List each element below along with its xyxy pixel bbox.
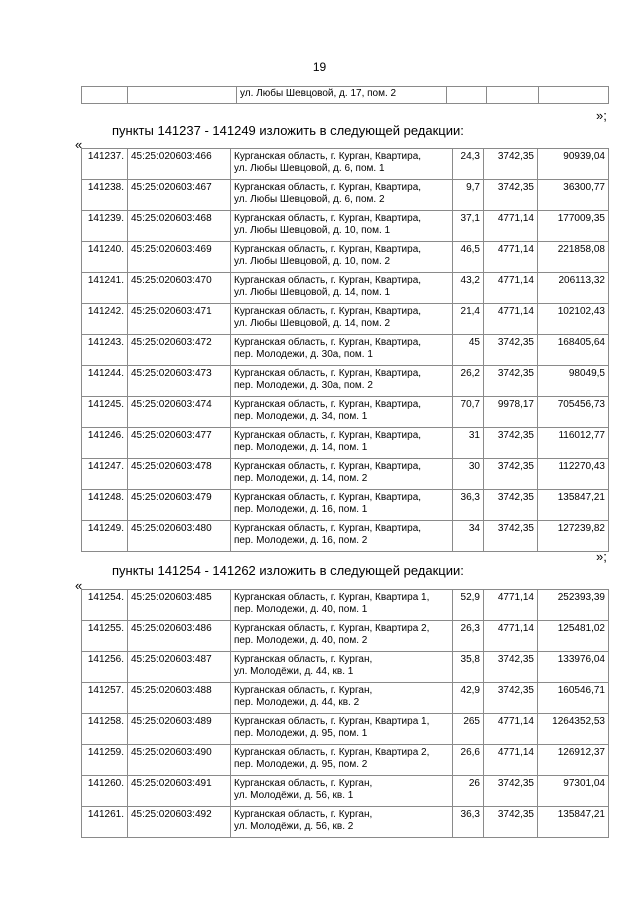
price-cell: 4771,14	[484, 304, 538, 335]
price-cell: 3742,35	[484, 428, 538, 459]
total-value-cell: 135847,21	[538, 490, 609, 521]
area-cell: 34	[453, 521, 484, 552]
table-row	[82, 521, 609, 552]
cadastral-number-cell: 45:25:020603:485	[128, 590, 231, 621]
cadastral-number-cell: 45:25:020603:469	[128, 242, 231, 273]
price-cell: 3742,35	[484, 776, 538, 807]
area-cell: 35,8	[453, 652, 484, 683]
total-value-cell: 177009,35	[538, 211, 609, 242]
address-line: Курганская область, г. Курган, Квартира,	[234, 151, 422, 162]
total-value-cell: 127239,82	[538, 521, 609, 552]
price-cell: 9978,17	[484, 397, 538, 428]
cadastral-number-cell: 45:25:020603:492	[128, 807, 231, 838]
address-cell	[231, 428, 453, 459]
price-cell: 4771,14	[484, 273, 538, 304]
address-line: ул. Молодёжи, д. 56, кв. 2	[234, 821, 354, 832]
row-number-cell: 141249.	[82, 521, 128, 552]
address-line: Курганская область, г. Курган,	[234, 654, 373, 665]
total-value-cell: 221858,08	[538, 242, 609, 273]
address-line: Курганская область, г. Курган, Квартира,	[234, 275, 422, 286]
address-cell	[231, 366, 453, 397]
row-number-cell: 141237.	[82, 149, 128, 180]
address-line: пер. Молодежи, д. 95, пом. 2	[234, 759, 368, 770]
address-line: Курганская область, г. Курган, Квартира,	[234, 306, 422, 317]
cadastral-number-cell: 45:25:020603:466	[128, 149, 231, 180]
cadastral-number-cell: 45:25:020603:467	[128, 180, 231, 211]
table-cell	[447, 87, 487, 104]
address-line: Курганская область, г. Курган, Квартира 2,	[234, 623, 430, 634]
cadastral-number-cell: 45:25:020603:473	[128, 366, 231, 397]
table-row	[82, 459, 609, 490]
area-cell: 30	[453, 459, 484, 490]
address-line: пер. Молодежи, д. 44, кв. 2	[234, 697, 360, 708]
address-line: ул. Любы Шевцовой, д. 10, пом. 2	[234, 256, 391, 267]
address-line: Курганская область, г. Курган, Квартира 1,	[234, 592, 430, 603]
address-line: ул. Молодёжи, д. 56, кв. 1	[234, 790, 354, 801]
total-value-cell: 116012,77	[538, 428, 609, 459]
area-cell: 21,4	[453, 304, 484, 335]
address-line: ул. Любы Шевцовой, д. 14, пом. 1	[234, 287, 391, 298]
cadastral-number-cell: 45:25:020603:468	[128, 211, 231, 242]
address-cell	[231, 335, 453, 366]
total-value-cell: 112270,43	[538, 459, 609, 490]
price-cell: 3742,35	[484, 335, 538, 366]
row-number-cell: 141238.	[82, 180, 128, 211]
table-row	[82, 776, 609, 807]
page-number: 19	[312, 60, 327, 74]
area-cell: 26,3	[453, 621, 484, 652]
address-line: Курганская область, г. Курган, Квартира,	[234, 523, 422, 534]
area-cell: 42,9	[453, 683, 484, 714]
total-value-cell: 1264352,53	[538, 714, 609, 745]
address-line: пер. Молодежи, д. 14, пом. 1	[234, 442, 368, 453]
table-row	[82, 304, 609, 335]
row-number-cell: 141254.	[82, 590, 128, 621]
section-heading: пункты 141237 - 141249 изложить в следующей редакции:	[112, 123, 464, 138]
table-row	[82, 211, 609, 242]
cadastral-number-cell: 45:25:020603:472	[128, 335, 231, 366]
row-number-cell: 141259.	[82, 745, 128, 776]
address-line: Курганская область, г. Курган, Квартира,	[234, 461, 422, 472]
cadastral-number-cell: 45:25:020603:478	[128, 459, 231, 490]
row-number-cell: 141258.	[82, 714, 128, 745]
row-number-cell: 141261.	[82, 807, 128, 838]
address-line: Курганская область, г. Курган, Квартира,	[234, 368, 422, 379]
price-cell: 3742,35	[484, 149, 538, 180]
address-cell	[231, 397, 453, 428]
area-cell: 37,1	[453, 211, 484, 242]
address-cell	[231, 273, 453, 304]
table-cell	[128, 87, 237, 104]
address-line: пер. Молодежи, д. 40, пом. 1	[234, 604, 368, 615]
continued-table	[81, 86, 609, 104]
price-cell: 3742,35	[484, 180, 538, 211]
table-cell	[539, 87, 609, 104]
price-cell: 4771,14	[484, 590, 538, 621]
address-line: пер. Молодежи, д. 95, пом. 1	[234, 728, 368, 739]
address-line: Курганская область, г. Курган, Квартира 2,	[234, 747, 430, 758]
address-line: Курганская область, г. Курган, Квартира,	[234, 492, 422, 503]
address-line: Курганская область, г. Курган,	[234, 685, 373, 696]
table-row	[82, 366, 609, 397]
area-cell: 46,5	[453, 242, 484, 273]
row-number-cell: 141256.	[82, 652, 128, 683]
price-cell: 4771,14	[484, 714, 538, 745]
table-row	[82, 335, 609, 366]
cadastral-number-cell: 45:25:020603:490	[128, 745, 231, 776]
address-cell	[231, 683, 453, 714]
opening-quote: «	[75, 137, 83, 152]
closing-quote: »;	[596, 108, 607, 123]
address-line: пер. Молодежи, д. 40, пом. 2	[234, 635, 368, 646]
area-cell: 24,3	[453, 149, 484, 180]
row-number-cell: 141248.	[82, 490, 128, 521]
table-row	[82, 714, 609, 745]
table-row	[82, 807, 609, 838]
price-cell: 3742,35	[484, 683, 538, 714]
address-cell	[231, 459, 453, 490]
address-line: пер. Молодежи, д. 14, пом. 2	[234, 473, 368, 484]
address-cell	[231, 304, 453, 335]
table-row	[82, 590, 609, 621]
property-table	[81, 148, 609, 552]
table-row	[82, 397, 609, 428]
address-cell	[231, 807, 453, 838]
area-cell: 265	[453, 714, 484, 745]
table-row	[82, 621, 609, 652]
cadastral-number-cell: 45:25:020603:479	[128, 490, 231, 521]
property-table	[81, 589, 609, 838]
table-row	[82, 180, 609, 211]
table-row	[82, 87, 609, 104]
row-number-cell: 141257.	[82, 683, 128, 714]
table-cell	[82, 87, 128, 104]
address-cell	[231, 211, 453, 242]
opening-quote: «	[75, 578, 83, 593]
row-number-cell: 141244.	[82, 366, 128, 397]
total-value-cell: 98049,5	[538, 366, 609, 397]
address-line: Курганская область, г. Курган, Квартира,	[234, 213, 422, 224]
total-value-cell: 252393,39	[538, 590, 609, 621]
area-cell: 9,7	[453, 180, 484, 211]
address-cell	[231, 242, 453, 273]
address-line: Курганская область, г. Курган, Квартира,	[234, 430, 422, 441]
total-value-cell: 36300,77	[538, 180, 609, 211]
table-row	[82, 683, 609, 714]
table-row	[82, 652, 609, 683]
area-cell: 45	[453, 335, 484, 366]
address-line: пер. Молодежи, д. 16, пом. 2	[234, 535, 368, 546]
price-cell: 4771,14	[484, 242, 538, 273]
closing-quote: »;	[596, 549, 607, 564]
section-heading: пункты 141254 - 141262 изложить в следующей редакции:	[112, 563, 464, 578]
total-value-cell: 102102,43	[538, 304, 609, 335]
price-cell: 3742,35	[484, 459, 538, 490]
address-line: Курганская область, г. Курган, Квартира,	[234, 399, 422, 410]
row-number-cell: 141242.	[82, 304, 128, 335]
price-cell: 3742,35	[484, 807, 538, 838]
price-cell: 4771,14	[484, 211, 538, 242]
area-cell: 26,6	[453, 745, 484, 776]
row-number-cell: 141245.	[82, 397, 128, 428]
cadastral-number-cell: 45:25:020603:487	[128, 652, 231, 683]
address-line: пер. Молодежи, д. 16, пом. 1	[234, 504, 368, 515]
cadastral-number-cell: 45:25:020603:474	[128, 397, 231, 428]
row-number-cell: 141239.	[82, 211, 128, 242]
price-cell: 3742,35	[484, 366, 538, 397]
cadastral-number-cell: 45:25:020603:491	[128, 776, 231, 807]
address-line: ул. Молодёжи, д. 44, кв. 1	[234, 666, 354, 677]
table-row	[82, 273, 609, 304]
row-number-cell: 141240.	[82, 242, 128, 273]
cadastral-number-cell: 45:25:020603:486	[128, 621, 231, 652]
price-cell: 3742,35	[484, 490, 538, 521]
area-cell: 26	[453, 776, 484, 807]
address-cell	[231, 776, 453, 807]
address-line: ул. Любы Шевцовой, д. 14, пом. 2	[234, 318, 391, 329]
address-line: Курганская область, г. Курган,	[234, 778, 373, 789]
total-value-cell: 160546,71	[538, 683, 609, 714]
address-cell	[231, 652, 453, 683]
address-cell	[231, 590, 453, 621]
address-cell	[231, 745, 453, 776]
total-value-cell: 168405,64	[538, 335, 609, 366]
row-number-cell: 141243.	[82, 335, 128, 366]
price-cell: 4771,14	[484, 745, 538, 776]
cadastral-number-cell: 45:25:020603:489	[128, 714, 231, 745]
address-line: Курганская область, г. Курган,	[234, 809, 373, 820]
area-cell: 36,3	[453, 490, 484, 521]
address-cell	[231, 180, 453, 211]
address-line: пер. Молодежи, д. 30а, пом. 1	[234, 349, 373, 360]
total-value-cell: 90939,04	[538, 149, 609, 180]
table-row	[82, 428, 609, 459]
total-value-cell: 97301,04	[538, 776, 609, 807]
table-row	[82, 242, 609, 273]
table-cell	[487, 87, 539, 104]
total-value-cell: 206113,32	[538, 273, 609, 304]
row-number-cell: 141241.	[82, 273, 128, 304]
area-cell: 70,7	[453, 397, 484, 428]
total-value-cell: 125481,02	[538, 621, 609, 652]
table-row	[82, 745, 609, 776]
address-line: Курганская область, г. Курган, Квартира 1,	[234, 716, 430, 727]
total-value-cell: 126912,37	[538, 745, 609, 776]
address-line: Курганская область, г. Курган, Квартира,	[234, 337, 422, 348]
address-line: Курганская область, г. Курган, Квартира,	[234, 244, 422, 255]
cadastral-number-cell: 45:25:020603:488	[128, 683, 231, 714]
address-line: пер. Молодежи, д. 30а, пом. 2	[234, 380, 373, 391]
address-cell	[231, 149, 453, 180]
row-number-cell: 141247.	[82, 459, 128, 490]
cadastral-number-cell: 45:25:020603:471	[128, 304, 231, 335]
address-cell	[231, 521, 453, 552]
table-row	[82, 149, 609, 180]
address-cell	[231, 714, 453, 745]
total-value-cell: 133976,04	[538, 652, 609, 683]
row-number-cell: 141255.	[82, 621, 128, 652]
address-line: ул. Любы Шевцовой, д. 6, пом. 2	[234, 194, 385, 205]
total-value-cell: 705456,73	[538, 397, 609, 428]
address-cell	[231, 490, 453, 521]
cadastral-number-cell: 45:25:020603:477	[128, 428, 231, 459]
address-cell: ул. Любы Шевцовой, д. 17, пом. 2	[237, 87, 447, 104]
address-line: Курганская область, г. Курган, Квартира,	[234, 182, 422, 193]
area-cell: 52,9	[453, 590, 484, 621]
address-line: ул. Любы Шевцовой, д. 10, пом. 1	[234, 225, 391, 236]
cadastral-number-cell: 45:25:020603:470	[128, 273, 231, 304]
row-number-cell: 141260.	[82, 776, 128, 807]
address-line: ул. Любы Шевцовой, д. 6, пом. 1	[234, 163, 385, 174]
address-cell	[231, 621, 453, 652]
price-cell: 3742,35	[484, 652, 538, 683]
cadastral-number-cell: 45:25:020603:480	[128, 521, 231, 552]
row-number-cell: 141246.	[82, 428, 128, 459]
area-cell: 26,2	[453, 366, 484, 397]
table-row	[82, 490, 609, 521]
total-value-cell: 135847,21	[538, 807, 609, 838]
area-cell: 31	[453, 428, 484, 459]
price-cell: 4771,14	[484, 621, 538, 652]
area-cell: 36,3	[453, 807, 484, 838]
address-line: пер. Молодежи, д. 34, пом. 1	[234, 411, 368, 422]
area-cell: 43,2	[453, 273, 484, 304]
price-cell: 3742,35	[484, 521, 538, 552]
